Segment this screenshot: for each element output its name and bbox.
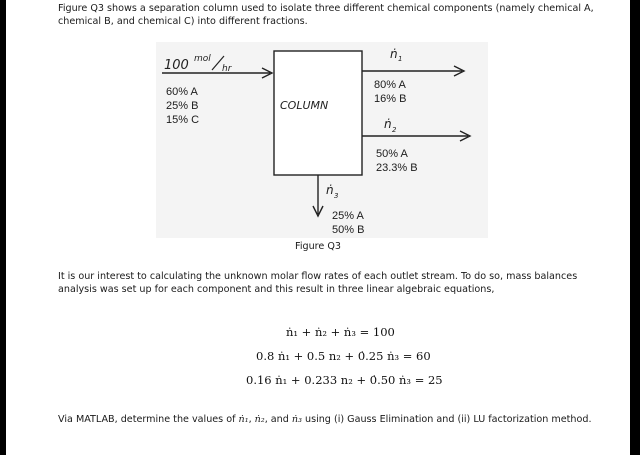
feed-comp-c: 15% C [166, 114, 200, 126]
stream1-name: ṅ [390, 47, 398, 61]
var-n2: ṅ₂ [254, 414, 265, 425]
stream1-comp-b: 16% B [374, 93, 407, 105]
stream3-comp-b: 50% B [332, 224, 365, 236]
stream1-comp-a: 80% A [374, 79, 406, 91]
feed-rate-label: 100 [164, 58, 189, 73]
feed-comp-b: 25% B [166, 100, 199, 112]
stream2-comp-a: 50% A [376, 148, 408, 160]
question-sep1: , [248, 414, 255, 425]
feed-unit-num: mol [194, 54, 211, 64]
feed-unit-den: hr [222, 64, 232, 74]
figure-q3 [156, 42, 488, 238]
intro-text: Figure Q3 shows a separation column used to isolate three different chemical components (namely chemical A, chemical B, and chemical C) into different fractions. [58, 3, 594, 27]
stream3-comp-a: 25% A [332, 210, 364, 222]
column-box [274, 51, 362, 175]
stream2-name: ṅ [384, 117, 392, 131]
question-sep2: , and [264, 414, 292, 425]
stream2-sub: 2 [392, 126, 397, 134]
document-page [6, 0, 630, 455]
question-prefix: Via MATLAB, determine the values of [58, 414, 239, 425]
stream2-comp-b: 23.3% B [376, 162, 418, 174]
figure-caption: Figure Q3 [295, 241, 341, 252]
stream1-sub: 1 [398, 55, 403, 63]
stream3-sub: 3 [334, 192, 339, 200]
column-diagram [156, 42, 488, 238]
equation-3: 0.16 ṅ₁ + 0.233 n₂ + 0̇.50 ṅ₃ = 25 [246, 373, 443, 387]
question-suffix: using (i) Gauss Elimination and (ii) LU factorization method. [301, 414, 592, 425]
question-text [58, 413, 598, 427]
var-n1: ṅ₁ [238, 414, 249, 425]
feed-comp-a: 60% A [166, 86, 198, 98]
body-paragraph: It is our interest to calculating the unknown molar flow rates of each outlet stream. To do so, mass balances analysis was set up for each component and this result in three linear algebraic equations, [58, 271, 578, 295]
column-label: COLUMN [280, 99, 329, 112]
var-n3: ṅ₃ [291, 414, 302, 425]
stream3-name: ṅ [326, 183, 334, 197]
equation-2: 0.8 ṅ₁ + 0.5 n₂ + 0̇.25 ṅ₃ = 60 [256, 349, 431, 363]
equation-1: ṅ₁ + ṅ₂ + ṅ₃ = 100 [286, 325, 395, 339]
